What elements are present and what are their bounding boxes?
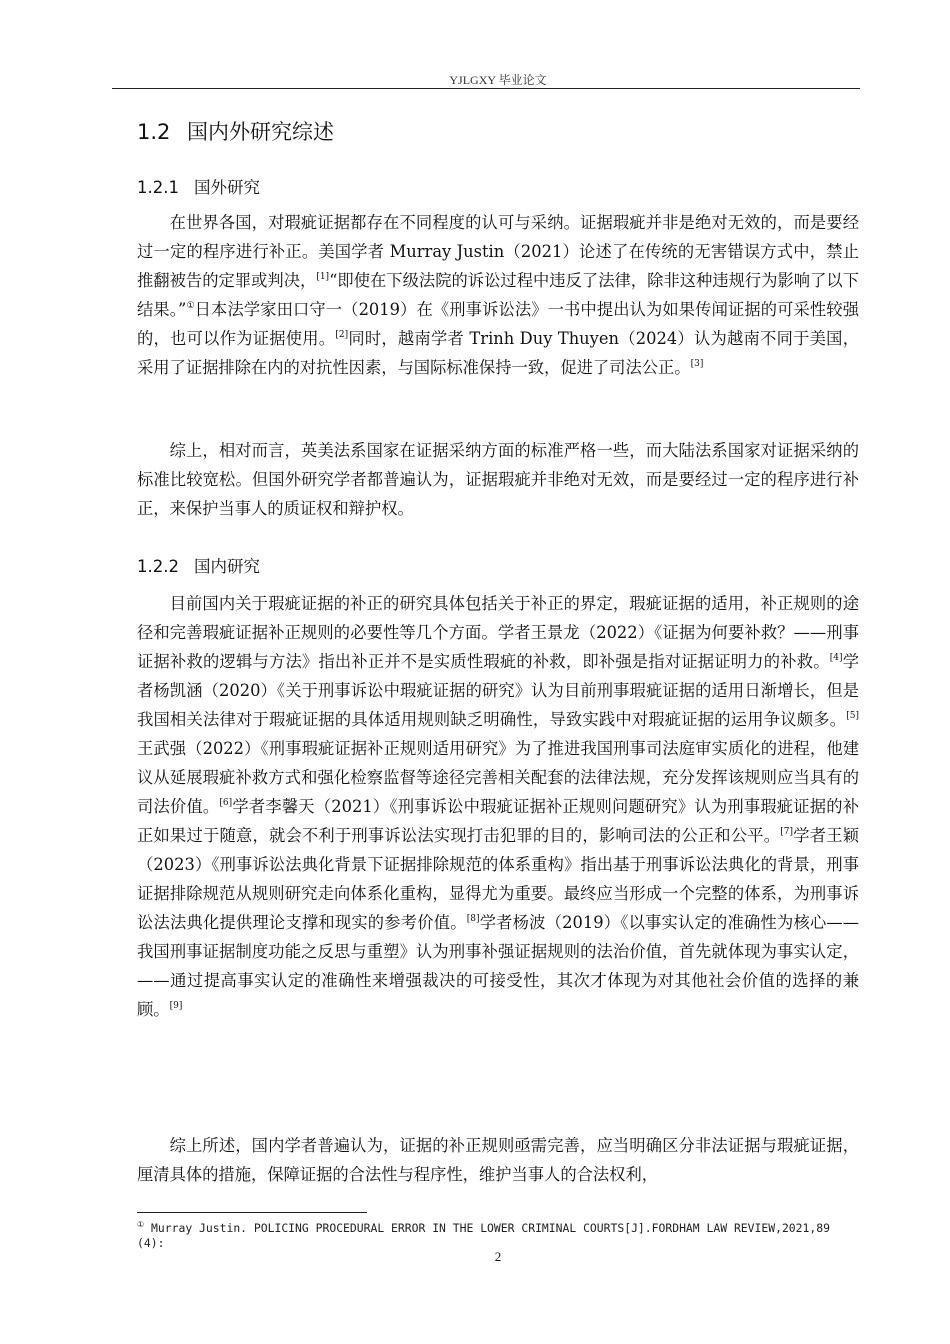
paragraph-text: 综上，相对而言，英美法系国家在证据采纳方面的标准严格一些，而大陆法系国家对证据采纳的标准比较宽松。但国外研究学者都普遍认为，证据瑕疵并非绝对无效，而是要经过一定的程序进行补正，来保护当事人的质证权和辩护权。 — [137, 441, 859, 518]
citation-mark: [7] — [780, 827, 793, 837]
paragraph-text: 学者杨凯涵（2020）《关于刑事诉讼中瑕疵证据的研究》认为目前刑事瑕疵证据的适用日渐增长，但是我国相关法律对于瑕疵证据的具体适用规则缺乏明确性，导致实践中对瑕疵证据的运用争议颇多。 — [137, 652, 859, 729]
paragraph — [137, 1131, 859, 1189]
citation-mark: [4] — [829, 653, 843, 663]
section-title: 国内外研究综述 — [187, 120, 334, 144]
paragraph — [137, 436, 859, 523]
subsection-title: 国内研究 — [194, 557, 260, 576]
citation-mark: [1] — [316, 272, 330, 282]
citation-mark: [9] — [169, 1001, 183, 1011]
citation-mark: [6] — [219, 798, 233, 808]
section-heading — [137, 116, 334, 146]
paragraph — [137, 208, 859, 382]
paragraph — [137, 589, 859, 1024]
subsection-title: 国外研究 — [194, 178, 260, 197]
section-number: 1.2 — [137, 120, 171, 144]
page-number: 2 — [494, 1249, 502, 1264]
footnote-mark: ① — [137, 1220, 145, 1229]
subsection-heading-domestic — [137, 553, 260, 577]
subsection-heading-foreign — [137, 174, 260, 198]
citation-mark: [8] — [466, 914, 480, 924]
header-rule — [112, 88, 860, 89]
paragraph-text: 日本法学家田口守一（2019）在《刑事诉讼法》一书中提出认为如果传闻证据的可采性较强的，也可以作为证据使用。 — [137, 300, 859, 348]
paragraph-text: 学者王颖（2023）《刑事诉讼法典化背景下证据排除规范的体系重构》指出基于刑事诉讼法典化的背景，刑事证据排除规范从规则研究走向体系化重构，显得尤为重要。最终应当形成一个完整的体系，为刑事诉讼法法典化提供理论支撑和现实的参考价值。 — [137, 826, 859, 932]
paragraph-text: 目前国内关于瑕疵证据的补正的研究具体包括关于补正的界定，瑕疵证据的适用，补正规则的途径和完善瑕疵证据补正规则的必要性等几个方面。学者王景龙（2022）《证据为何要补救？——刑事证据补救的逻辑与方法》指出补正并不是实质性瑕疵的补救，即补强是指对证据证明力的补救。 — [137, 594, 859, 671]
paragraph-text: 综上所述，国内学者普遍认为，证据的补正规则亟需完善，应当明确区分非法证据与瑕疵证据，厘清具体的措施，保障证据的合法性与程序性，维护当事人的合法权利， — [137, 1136, 859, 1184]
paragraph-text: “即使在下级法院的诉讼过程中违反了法律，除非这种违规行为影响了以下结果。” — [137, 271, 859, 319]
citation-mark: [2] — [335, 330, 349, 340]
footnote-text: Murray Justin. POLICING PROCEDURAL ERROR IN THE LOWER CRIMINAL COURTS[J].FORDHAM LAW REVIEW,2021,89(4): — [137, 1221, 830, 1250]
subsection-number: 1.2.2 — [137, 557, 179, 576]
subsection-number: 1.2.1 — [137, 178, 179, 197]
citation-mark: [3] — [690, 359, 704, 369]
citation-mark: [5] — [846, 711, 859, 721]
citation-mark: ① — [186, 301, 195, 311]
paragraph-text: 王武强（2022）《刑事瑕疵证据补正规则适用研究》为了推进我国刑事司法庭审实质化的进程，他建议从延展瑕疵补救方式和强化检察监督等途径完善相关配套的法律法规，充分发挥该规则应当具有的司法价值。 — [137, 739, 859, 816]
paragraph-text: 学者李馨天（2021）《刑事诉讼中瑕疵证据补正规则问题研究》认为刑事瑕疵证据的补正如果过于随意，就会不利于刑事诉讼法实现打击犯罪的目的，影响司法的公正和公平。 — [137, 797, 859, 845]
footnote — [137, 1221, 837, 1251]
paragraph-text: 在世界各国，对瑕疵证据都存在不同程度的认可与采纳。证据瑕疵并非是绝对无效的，而是要经过一定的程序进行补正。美国学者 Murray Justin（2021）论述了在传统的无害错误方式中，禁止推翻被告的定罪或判决， — [137, 213, 859, 290]
paragraph-text: 学者杨波（2019）《以事实认定的准确性为核心——我国刑事证据制度功能之反思与重塑》认为刑事补强证据规则的法治价值，首先就体现为事实认定，——通过提高事实认定的准确性来增强裁决的可接受性，其次才体现为对其他社会价值的选择的兼顾。 — [137, 913, 859, 1019]
paragraph-text: 同时，越南学者 Trinh Duy Thuyen（2024）认为越南不同于美国，采用了证据排除在内的对抗性因素，与国际标准保持一致，促进了司法公正。 — [137, 329, 859, 377]
footnote-rule — [137, 1212, 367, 1213]
running-header: YJLGXY 毕业论文 — [449, 73, 547, 87]
